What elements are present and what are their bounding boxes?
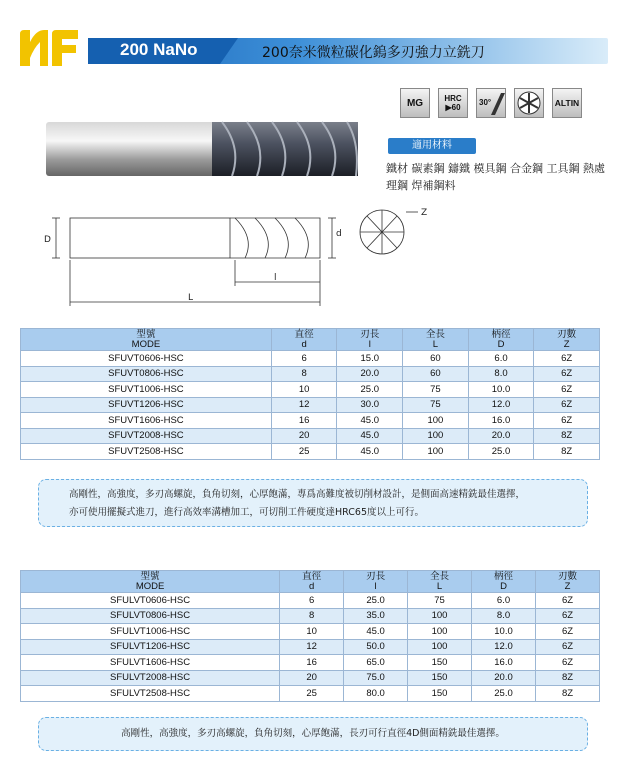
flute-count-badge (514, 88, 544, 118)
end-mill-photo (42, 118, 362, 180)
col-header-flute-length: 刃長 l (344, 571, 408, 593)
note-line: 高剛性，高強度，多刃高螺旋，負角切刻，心厚飽滿，專爲高難度被切削材設計，是側面高速精銑最佳選擇， (69, 489, 526, 500)
col-header-overall-length: 全長 L (403, 329, 469, 351)
table-row: SFULVT2508-HSC 25 80.0 150 25.0 8Z (21, 686, 600, 702)
helix-angle-label: 30° (479, 98, 492, 107)
tool-dimension-drawing (40, 200, 340, 310)
hrc-badge-top: HRC (444, 94, 462, 103)
helix-icon (477, 89, 507, 119)
brand-logo (18, 28, 80, 68)
table-row: SFUVT1606-HSC 16 45.0 100 16.0 6Z (21, 413, 600, 429)
col-header-diameter: 直徑 d (271, 329, 337, 351)
col-header-flute-length: 刃長 l (337, 329, 403, 351)
col-header-shank-diameter: 柄徑 D (472, 571, 536, 593)
flute-z-label: Z (421, 208, 428, 218)
col-header-flutes: 刃數 Z (536, 571, 600, 593)
note-line: 亦可使用擺擬式進刀，進行高效率溝槽加工，可切削工件硬度達HRC65度以上可行。 (69, 507, 424, 518)
dim-label-d: d (336, 229, 342, 239)
table-row: SFULVT2008-HSC 20 75.0 150 20.0 8Z (21, 670, 600, 686)
table-row: SFUVT0806-HSC 8 20.0 60 8.0 6Z (21, 366, 600, 382)
dim-label-l: l (274, 273, 277, 283)
materials-list: 鐵材 碳素鋼 鑄鐵 模具鋼 合金鋼 工具鋼 熱處理鋼 焊補鋼料 (386, 162, 605, 192)
col-header-model: 型號 MODE (21, 329, 272, 351)
dim-label-L: L (188, 293, 194, 303)
feature-note-standard (38, 479, 588, 527)
note-line: 高剛性，高強度，多刃高螺旋，負角切刻，心厚飽滿，長刃可行直徑4D側面精銑最佳選擇。 (121, 728, 505, 739)
table-row: SFULVT1006-HSC 10 45.0 100 10.0 6Z (21, 624, 600, 640)
table-row: SFULVT1606-HSC 16 65.0 150 16.0 6Z (21, 655, 600, 671)
table-row: SFUVT1006-HSC 10 25.0 75 10.0 6Z (21, 382, 600, 398)
col-header-model: 型號 MODE (21, 571, 280, 593)
spec-table-long (20, 570, 600, 702)
hrc-badge-bottom: ▶60 (445, 103, 461, 112)
product-title-cn: 200奈米微粒碳化鎢多刃強力立銑刀 (262, 45, 485, 61)
helix-angle-badge (476, 88, 506, 118)
table-row: SFUVT2508-HSC 25 45.0 100 25.0 8Z (21, 444, 600, 460)
col-header-overall-length: 全長 L (408, 571, 472, 593)
table-row: SFUVT0606-HSC 6 15.0 60 6.0 6Z (21, 351, 600, 367)
materials-tag: 適用材料 (388, 138, 476, 154)
dim-label-D: D (44, 235, 51, 245)
feature-note-long (38, 717, 588, 751)
spec-table-standard (20, 328, 600, 460)
table-row: SFUVT2008-HSC 20 45.0 100 20.0 8Z (21, 428, 600, 444)
mg-grade-badge: MG (400, 88, 430, 118)
col-header-diameter: 直徑 d (280, 571, 344, 593)
feature-badges (400, 88, 582, 118)
end-view-drawing (358, 200, 438, 270)
table-row: SFULVT0606-HSC 6 25.0 75 6.0 6Z (21, 593, 600, 609)
hrc-badge (438, 88, 468, 118)
col-header-shank-diameter: 柄徑 D (468, 329, 534, 351)
altin-coating-badge: ALTIN (552, 88, 582, 118)
table-row: SFULVT1206-HSC 12 50.0 100 12.0 6Z (21, 639, 600, 655)
col-header-flutes: 刃數 Z (534, 329, 600, 351)
table-row: SFULVT0806-HSC 8 35.0 100 8.0 6Z (21, 608, 600, 624)
flute-cross-section-icon (516, 90, 542, 116)
product-series-title: 200 NaNo (120, 40, 198, 59)
table-row: SFUVT1206-HSC 12 30.0 75 12.0 6Z (21, 397, 600, 413)
